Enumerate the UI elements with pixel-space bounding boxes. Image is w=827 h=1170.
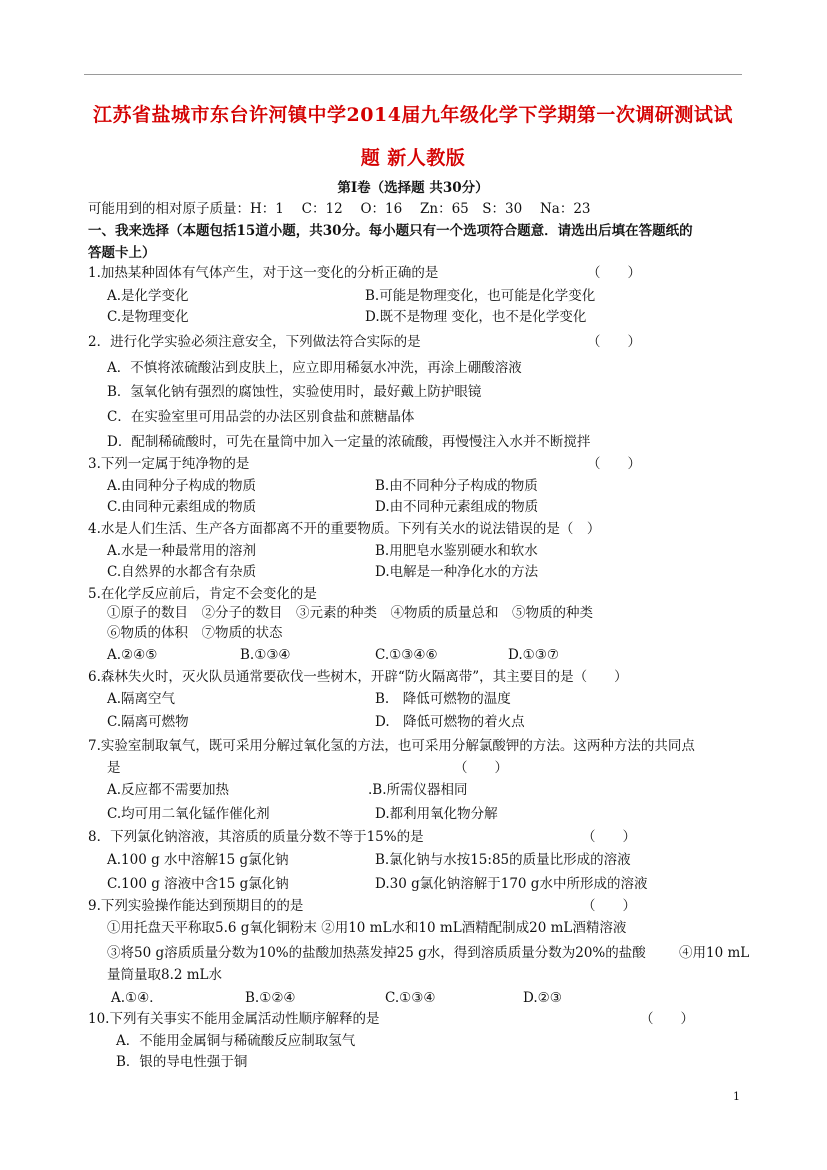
doc-title-line1: 江苏省盐城市东台许河镇中学2014届九年级化学下学期第一次调研测试试	[93, 104, 733, 126]
q7-option-c: C.均可用二氧化锰作催化剂	[107, 806, 270, 822]
part-subtitle: 第Ⅰ卷（选择题 共30分）	[337, 180, 489, 196]
q4-option-b: B.用肥皂水鉴别硬水和软水	[375, 543, 538, 559]
q5-option-c: C.①③④⑥	[375, 647, 438, 663]
question-3-stem: 3.下列一定属于纯净物的是	[88, 456, 250, 472]
answer-bracket: （ ）	[640, 1011, 694, 1027]
q5-option-d: D.①③⑦	[508, 647, 559, 663]
answer-bracket: （ ）	[582, 898, 636, 914]
q5-option-a: A.②④⑤	[107, 647, 158, 663]
question-7-stem-cont: 是	[107, 760, 121, 776]
answer-bracket: （ ）	[582, 829, 636, 845]
q3-option-b: B.由不同种分子构成的物质	[375, 478, 538, 494]
q7-option-a: A.反应都不需要加热	[107, 782, 230, 798]
header-rule	[84, 74, 742, 75]
q8-option-c: C.100 g 溶液中含15 g氯化钠	[107, 876, 289, 892]
q4-option-a: A.水是一种最常用的溶剂	[107, 543, 257, 559]
q9-items-line3: 量筒量取8.2 mL水	[107, 967, 223, 983]
q3-option-c: C.由同种元素组成的物质	[107, 499, 257, 515]
q9-items-line1: ①用托盘天平称取5.6 g氧化铜粉末 ②用10 mL水和10 mL酒精配制成20 mL酒精溶液	[107, 920, 627, 936]
answer-bracket: （ ）	[587, 265, 641, 281]
q1-option-d: D.既不是物理 变化，也不是化学变化	[365, 309, 587, 325]
q1-option-c: C.是物理变化	[107, 309, 189, 325]
q9-items-line2: ③将50 g溶质质量分数为10%的盐酸加热蒸发掉25 g水，得到溶质质量分数为20%的盐酸	[107, 945, 646, 961]
question-4-stem: 4.水是人们生活、生产各方面都离不开的重要物质。下列有关水的说法错误的是（ ）	[88, 521, 601, 537]
q2-option-a: A．不慎将浓硫酸沾到皮肤上，应立即用稀氨水冲洗，再涂上硼酸溶液	[107, 360, 522, 376]
q2-option-b: B．氢氧化钠有强烈的腐蚀性，实验使用时，最好戴上防护眼镜	[107, 384, 482, 400]
section-instruction-line1: 一、我来选择（本题包括15道小题，共30分。每小题只有一个选项符合题意．请选出后填在答题纸的	[88, 223, 693, 239]
answer-bracket: （ ）	[587, 334, 641, 350]
q8-option-a: A.100 g 水中溶解15 g氯化钠	[107, 852, 289, 868]
q3-option-d: D.由不同种元素组成的物质	[375, 499, 539, 515]
q9-option-a: A.①④．	[111, 990, 163, 1006]
q8-option-d: D.30 g氯化钠溶解于170 g水中所形成的溶液	[375, 876, 648, 892]
question-7-stem: 7.实验室制取氧气，既可采用分解过氧化氢的方法，也可采用分解氯酸钾的方法。这两种方法的共同点	[88, 738, 695, 754]
q1-option-a: A.是化学变化	[107, 288, 189, 304]
q3-option-a: A.由同种分子构成的物质	[107, 478, 257, 494]
q5-option-b: B.①③④	[240, 647, 291, 663]
q9-option-c: C.①③④	[385, 990, 436, 1006]
q10-option-a: A．不能用金属铜与稀硫酸反应制取氢气	[116, 1033, 356, 1049]
q5-items-line1: ①原子的数目 ②分子的数目 ③元素的种类 ④物质的质量总和 ⑤物质的种类	[107, 605, 593, 621]
question-1-stem: 1.加热某种固体有气体产生，对于这一变化的分析正确的是	[88, 265, 439, 281]
q8-option-b: B.氯化钠与水按15:85的质量比形成的溶液	[375, 852, 631, 868]
question-8-stem: 8．下列氯化钠溶液，其溶质的质量分数不等于15%的是	[88, 829, 424, 845]
answer-bracket: （ ）	[454, 760, 508, 776]
q5-items-line2: ⑥物质的体积 ⑦物质的状态	[107, 625, 283, 641]
question-9-stem: 9.下列实验操作能达到预期目的的是	[88, 898, 304, 914]
doc-title-line2: 题 新人教版	[360, 147, 466, 169]
section-instruction-line2: 答题卡上）	[88, 245, 156, 261]
question-5-stem: 5.在化学反应前后，肯定不会变化的是	[88, 586, 317, 602]
q4-option-d: D.电解是一种净化水的方法	[375, 564, 539, 580]
q6-option-b: B. 降低可燃物的温度	[375, 691, 511, 707]
q1-option-b: B.可能是物理变化，也可能是化学变化	[365, 288, 596, 304]
q7-option-d: D.都利用氧化物分解	[375, 806, 498, 822]
question-2-stem: 2．进行化学实验必须注意安全，下列做法符合实际的是	[88, 334, 421, 350]
q6-option-c: C.隔离可燃物	[107, 714, 189, 730]
q6-option-d: D. 降低可燃物的着火点	[375, 714, 525, 730]
q7-option-b: .B.所需仪器相同	[368, 782, 468, 798]
q2-option-d: D．配制稀硫酸时，可先在量筒中加入一定量的浓硫酸，再慢慢注入水并不断搅拌	[107, 434, 591, 450]
page-number: 1	[733, 1090, 740, 1103]
q9-option-b: B.①②④	[245, 990, 296, 1006]
q2-option-c: C．在实验室里可用品尝的办法区别食盐和蔗糖晶体	[107, 409, 415, 425]
q4-option-c: C.自然界的水都含有杂质	[107, 564, 257, 580]
q10-option-b: B．银的导电性强于铜	[116, 1054, 248, 1070]
q9-option-d: D.②③	[523, 990, 562, 1006]
answer-bracket: （ ）	[587, 456, 641, 472]
question-6-stem: 6.森林失火时，灭火队员通常要砍伐一些树木，开辟“防火隔离带”，其主要目的是（ ）	[88, 669, 628, 685]
atomic-mass-line: 可能用到的相对原子质量：H：1 C：12 O：16 Zn：65 S：30 Na：23	[88, 201, 591, 217]
q9-items-line2-tail: ④用10 mL	[679, 945, 750, 961]
question-10-stem: 10.下列有关事实不能用金属活动性顺序解释的是	[88, 1011, 380, 1027]
q6-option-a: A.隔离空气	[107, 691, 176, 707]
